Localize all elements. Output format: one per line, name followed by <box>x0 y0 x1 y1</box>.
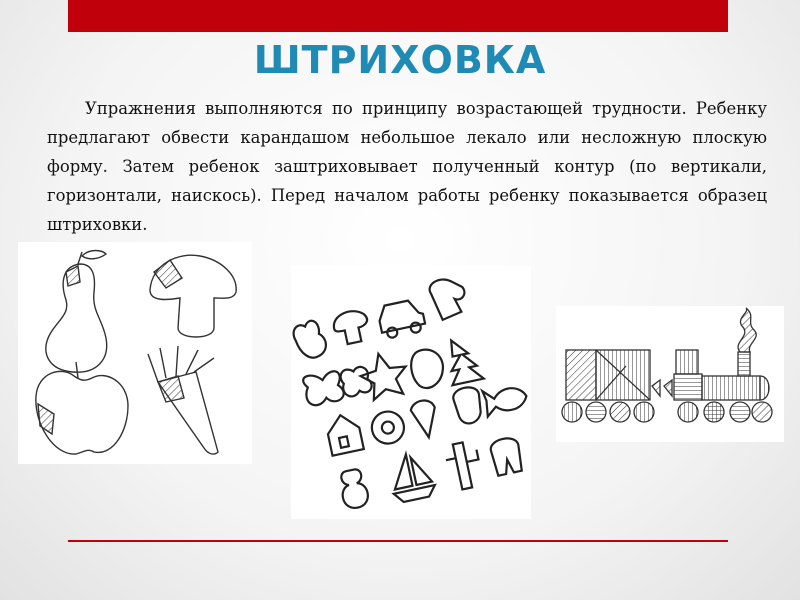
locomotive-cabin <box>676 350 698 374</box>
slide-paragraph: Упражнения выполняются по принципу возрастающей трудности. Ребенку предлагают обвести карандашом небольшое лекало или несложную плоскую форму. Затем ребенок заштриховывает полученный контур (по вертикали, горизонтали, наискось). Перед началом работы ребенку показывается образец штриховки. <box>47 99 767 234</box>
boat-stencil <box>386 450 437 504</box>
chimney <box>738 352 750 376</box>
locomotive-boiler <box>702 376 760 400</box>
smoke <box>738 308 756 352</box>
train-hatching-image <box>556 306 784 442</box>
snowman-stencil <box>338 468 370 510</box>
apple-shape <box>36 362 128 454</box>
rooster-stencil <box>292 319 329 361</box>
mushroom-stencil <box>331 308 371 346</box>
wheel <box>562 402 582 422</box>
tooth-stencil <box>489 436 524 476</box>
wagon-1 <box>566 350 596 400</box>
fish-stencil <box>482 382 528 416</box>
star-stencil <box>357 349 411 402</box>
ornament-stencil <box>369 409 407 447</box>
ice-cream-stencil <box>409 398 440 439</box>
slide-title: ШТРИХОВКА <box>253 38 547 82</box>
fruits-hatching-image <box>18 242 252 464</box>
mushroom-shape <box>150 255 236 337</box>
stencil-shapes-image <box>291 266 531 519</box>
top-accent-bar <box>68 0 728 32</box>
cactus-stencil <box>443 440 484 492</box>
pear-shape <box>46 251 107 373</box>
mitten-stencil <box>428 275 469 321</box>
acorn-stencil <box>452 385 485 426</box>
bottom-divider-line <box>68 540 728 542</box>
house-stencil <box>325 412 364 456</box>
carrot-shape <box>148 346 218 454</box>
butterfly-stencil <box>302 369 345 407</box>
flower-stencil <box>339 365 373 398</box>
strawberry-stencil <box>408 346 447 390</box>
tree-stencil <box>443 336 483 386</box>
car-stencil <box>377 298 425 333</box>
